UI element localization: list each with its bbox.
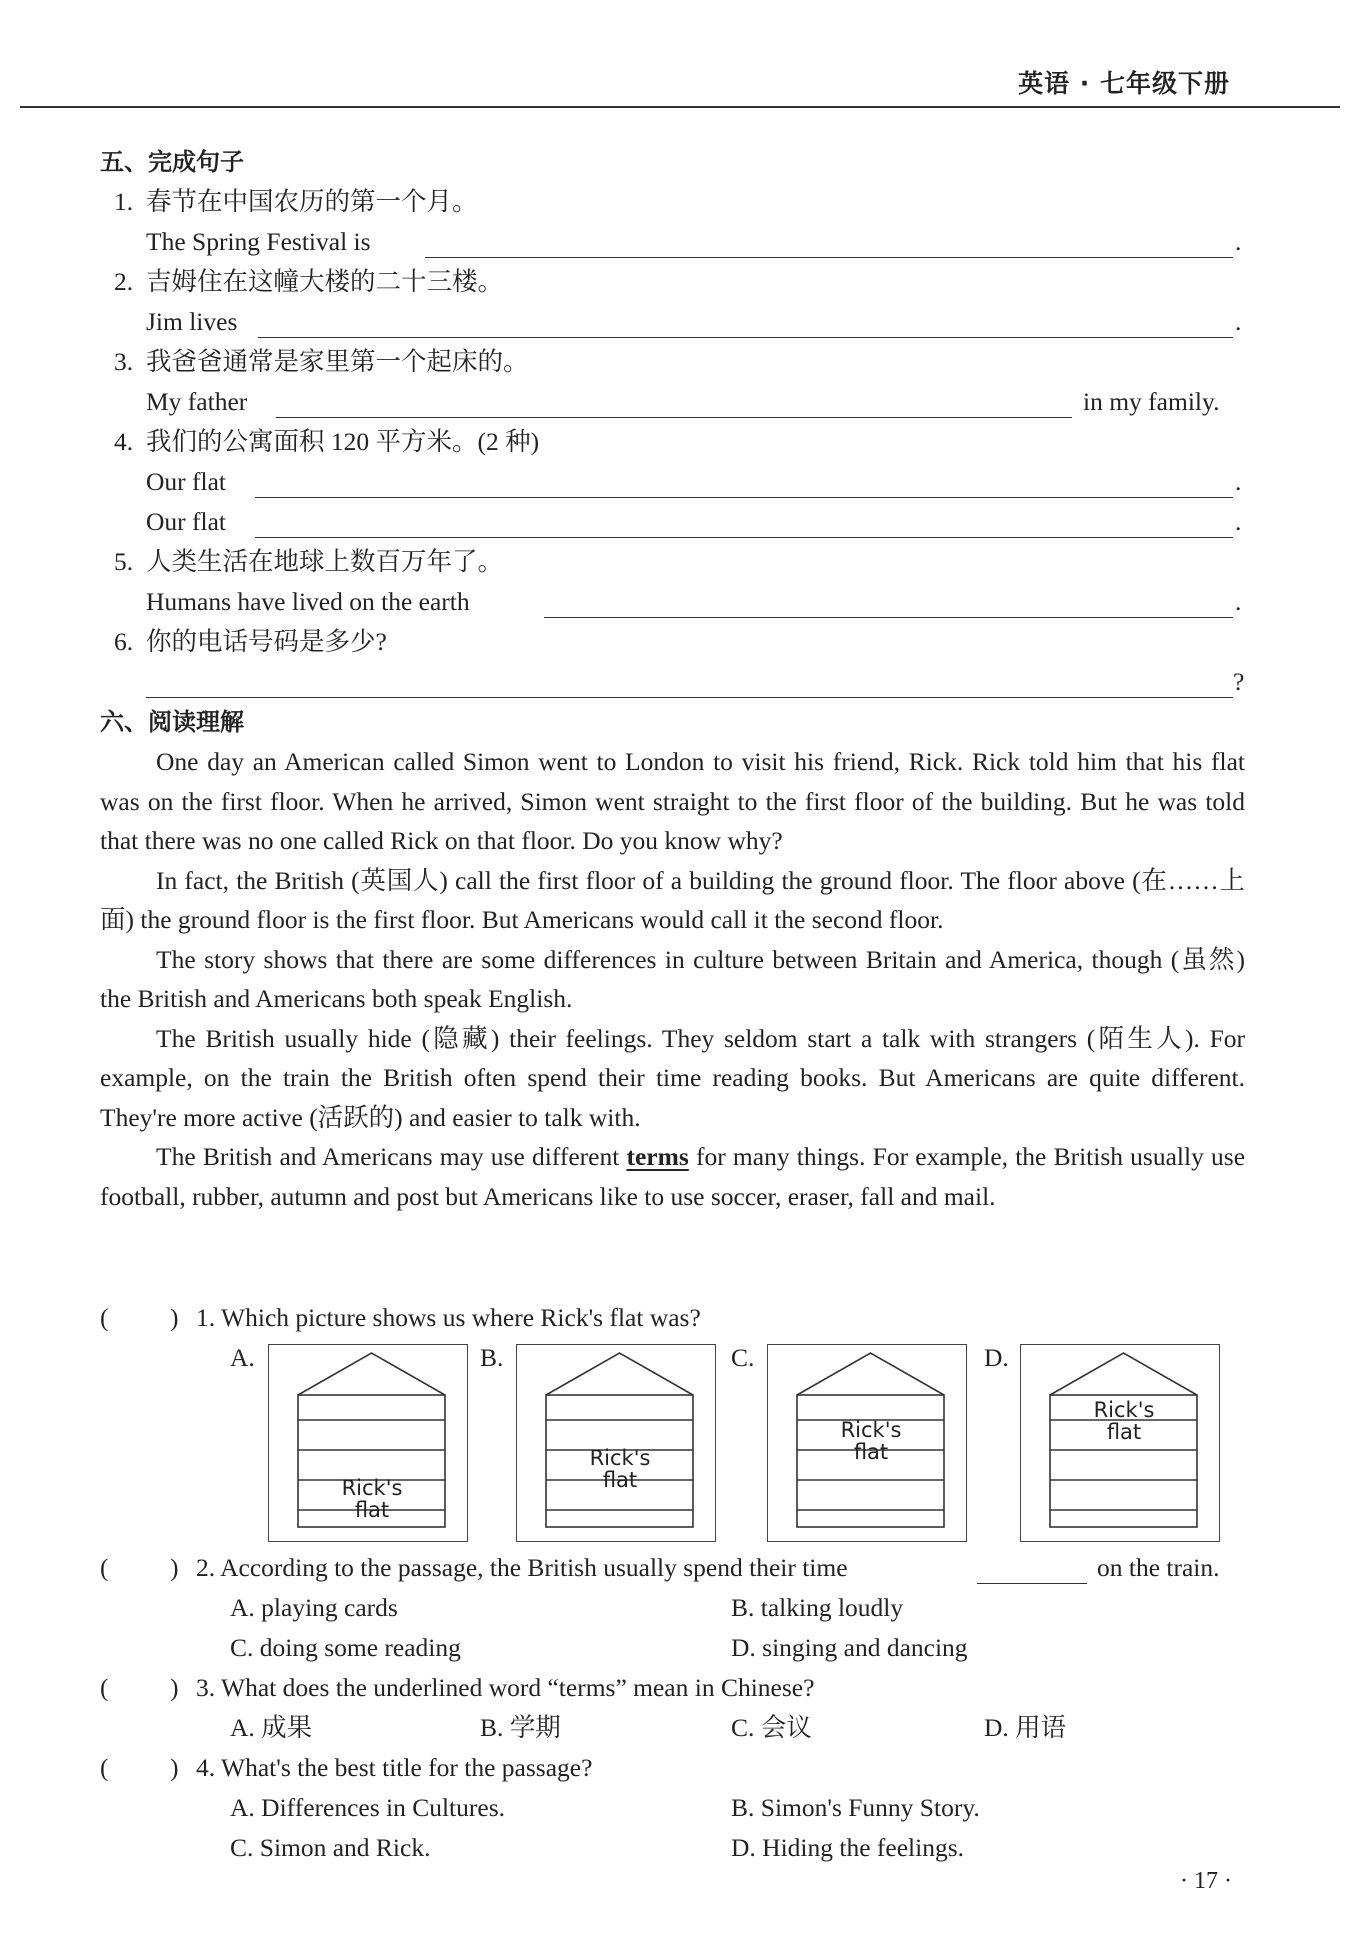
item-4-end2: . — [1235, 507, 1242, 536]
item-3-blank[interactable] — [276, 417, 1072, 418]
item-1-blank[interactable] — [425, 257, 1233, 258]
item-4-num: 4. — [114, 427, 134, 456]
picture-c-letter: C. — [731, 1343, 755, 1372]
header-rule — [20, 106, 1340, 108]
q2-open-paren: ( — [100, 1553, 109, 1582]
roof — [546, 1353, 693, 1395]
q2-text: 2. According to the passage, the British usually spend their time — [196, 1553, 848, 1582]
q4-option-b[interactable]: B. Simon's Funny Story. — [731, 1793, 980, 1822]
item-3-end: in my family. — [1083, 387, 1220, 416]
passage-paragraph-2: In fact, the British (英国人) call the first floor of a building the ground floor. The floor above (在……上面) the ground floor is the first floor. But Americans would call it the second floor. — [100, 865, 1245, 934]
roof — [797, 1353, 944, 1395]
underlined-term: terms — [626, 1142, 689, 1171]
building-drawing — [517, 1345, 715, 1541]
q3-option-b[interactable]: B. 学期 — [480, 1713, 561, 1742]
item-4-en: Our flat — [146, 467, 227, 496]
q3-option-a[interactable]: A. 成果 — [230, 1713, 313, 1742]
picture-d[interactable] — [1020, 1344, 1220, 1542]
item-2-blank[interactable] — [258, 337, 1233, 338]
item-5-blank[interactable] — [544, 617, 1233, 618]
item-1-en: The Spring Festival is — [146, 227, 371, 256]
p5-start: The British and Americans may use different — [156, 1142, 620, 1171]
item-2-end: . — [1235, 307, 1242, 336]
q1-close-paren: ) — [170, 1303, 179, 1332]
p5-end: for many things. For example, the British usually use football, rubber, autumn and post but Americans like to use soccer, eraser, fall and mail. — [100, 1142, 1246, 1211]
item-2-cn: 吉姆住在这幢大楼的二十三楼。 — [146, 267, 504, 296]
item-1-num: 1. — [114, 187, 134, 216]
q2-option-a[interactable]: A. playing cards — [230, 1593, 398, 1622]
section-5-title: 五、完成句子 — [100, 148, 244, 176]
q1-text: 1. Which picture shows us where Rick's flat was? — [196, 1303, 701, 1332]
ricks-flat-label: Rick's flat — [840, 1418, 902, 1464]
item-4-end: . — [1235, 467, 1242, 496]
q1-open-paren: ( — [100, 1303, 109, 1332]
q3-open-paren: ( — [100, 1673, 109, 1702]
q4-option-a[interactable]: A. Differences in Cultures. — [230, 1793, 505, 1822]
picture-b[interactable] — [516, 1344, 716, 1542]
item-2-num: 2. — [114, 267, 134, 296]
item-4-blank-1[interactable] — [255, 497, 1233, 498]
ricks-flat-label: Rick's flat — [1093, 1398, 1155, 1444]
q2-option-b[interactable]: B. talking loudly — [731, 1593, 904, 1622]
q4-option-d[interactable]: D. Hiding the feelings. — [731, 1833, 964, 1862]
passage-paragraph-1: One day an American called Simon went to London to visit his friend, Rick. Rick told him that his flat was on the first floor. When he arrived, Simon went straight to the first floor of the building. But he was told that there was no one called Rick on that floor. Do you know why? — [100, 747, 1245, 855]
q3-close-paren: ) — [170, 1673, 179, 1702]
item-5-end: . — [1235, 587, 1242, 616]
page-header — [20, 52, 1340, 108]
item-6-end: ? — [1233, 667, 1245, 696]
ricks-flat-label: Rick's flat — [341, 1476, 403, 1522]
q2-blank[interactable] — [977, 1583, 1087, 1584]
passage-paragraph-3: The story shows that there are some differences in culture between Britain and America, though (虽然) the British and Americans both speak English. — [100, 944, 1245, 1013]
q2-text-end: on the train. — [1097, 1553, 1220, 1582]
ricks-flat-label: Rick's flat — [589, 1446, 651, 1492]
picture-c[interactable] — [767, 1344, 967, 1542]
item-6-blank[interactable] — [146, 697, 1233, 698]
roof — [1050, 1353, 1197, 1395]
item-5-num: 5. — [114, 547, 134, 576]
picture-b-letter: B. — [480, 1343, 504, 1372]
picture-a[interactable] — [268, 1344, 468, 1542]
q4-close-paren: ) — [170, 1753, 179, 1782]
item-3-num: 3. — [114, 347, 134, 376]
item-1-cn: 春节在中国农历的第一个月。 — [146, 187, 478, 216]
roof — [298, 1353, 445, 1395]
q3-option-c[interactable]: C. 会议 — [731, 1713, 812, 1742]
item-2-en: Jim lives — [146, 307, 238, 336]
q3-option-d[interactable]: D. 用语 — [984, 1713, 1067, 1742]
item-3-cn: 我爸爸通常是家里第一个起床的。 — [146, 347, 529, 376]
item-4-cn: 我们的公寓面积 120 平方米。(2 种) — [146, 427, 540, 456]
passage-paragraph-4: The British usually hide (隐藏) their feelings. They seldom start a talk with strangers (陌生人). For example, on the train the British often spend their time reading books. But Americans are quite different. They're more active (活跃的) and easier to talk with. — [100, 1023, 1245, 1132]
q4-text: 4. What's the best title for the passage? — [196, 1753, 593, 1782]
item-6-num: 6. — [114, 627, 134, 656]
q2-option-d[interactable]: D. singing and dancing — [731, 1633, 968, 1662]
q4-open-paren: ( — [100, 1753, 109, 1782]
section-6-title: 六、阅读理解 — [100, 708, 244, 736]
book-title: 英语 · 七年级下册 — [1018, 69, 1230, 98]
item-3-en: My father — [146, 387, 248, 416]
item-1-end: . — [1235, 227, 1242, 256]
q3-text: 3. What does the underlined word “terms” mean in Chinese? — [196, 1673, 815, 1702]
reading-passage — [100, 742, 1245, 1216]
item-5-cn: 人类生活在地球上数百万年了。 — [146, 547, 504, 576]
page-number: · 17 · — [1180, 1868, 1232, 1894]
item-6-cn: 你的电话号码是多少? — [146, 627, 387, 656]
picture-a-letter: A. — [230, 1343, 255, 1372]
picture-d-letter: D. — [984, 1343, 1009, 1372]
passage-paragraph-5 — [100, 1137, 1245, 1216]
q2-close-paren: ) — [170, 1553, 179, 1582]
q2-option-c[interactable]: C. doing some reading — [230, 1633, 461, 1662]
q4-option-c[interactable]: C. Simon and Rick. — [230, 1833, 431, 1862]
item-4-en2: Our flat — [146, 507, 227, 536]
item-5-en: Humans have lived on the earth — [146, 587, 470, 616]
item-4-blank-2[interactable] — [255, 537, 1233, 538]
